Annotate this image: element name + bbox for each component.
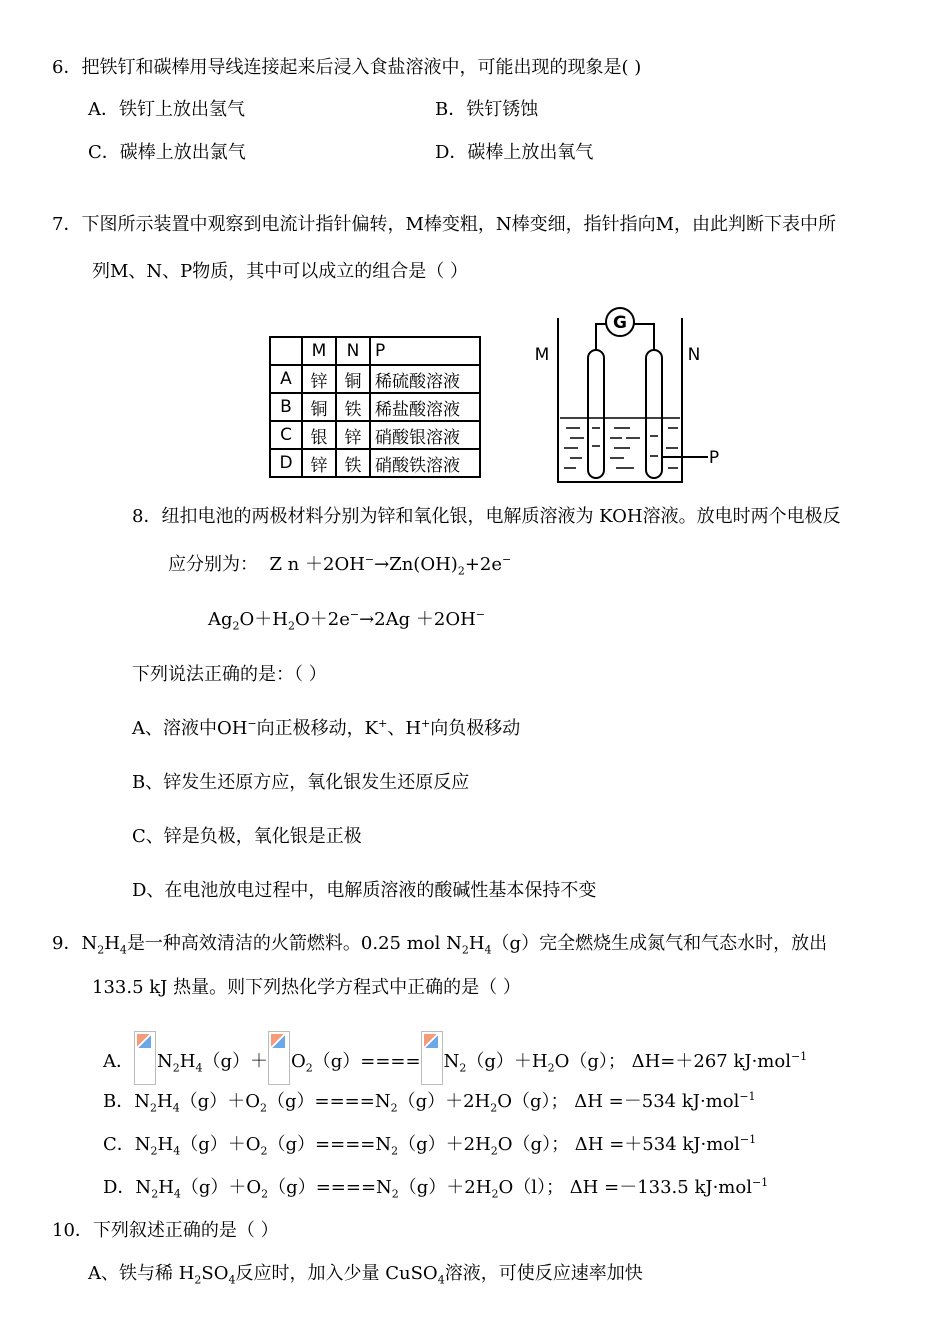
q10-a-part: 溶液，可使反应速率加快 <box>444 1263 643 1284</box>
q9-c-part: C．N <box>103 1134 151 1155</box>
electrode-m-label: M <box>534 345 550 365</box>
q6-option-c: C．碳棒上放出氯气 <box>88 142 246 163</box>
electrode-n-label: N <box>687 345 701 365</box>
table-cell: D <box>270 449 302 477</box>
table-row <box>270 393 480 421</box>
q10-a-part: SO <box>201 1263 229 1284</box>
q9-b-part: （g）＋2H <box>397 1091 491 1112</box>
q9-b-part: O（g）； ΔH =－534 kJ·mol <box>497 1091 740 1112</box>
table-cell: M <box>302 337 336 365</box>
table-cell: 锌 <box>302 449 336 477</box>
galvanic-cell-diagram <box>530 300 730 490</box>
q9-a-part: （g）＋ <box>202 1051 268 1072</box>
table-cell: 铜 <box>302 393 336 421</box>
q8-eq2-part: O＋2e <box>295 609 350 630</box>
table-cell: 硝酸银溶液 <box>370 421 480 449</box>
q9-option-c: C．$N_2H_4(g)+O_2(g)====N_2(g)+2H_2O(g)$； ΔH =＋534 kJ·mol$^{-1}$ <box>103 1133 757 1158</box>
table-cell: 锌 <box>336 421 370 449</box>
q8-a-part: 向负极移动 <box>430 718 521 739</box>
solution-p-label: P <box>708 448 720 468</box>
q9-b-part: （g）====N <box>266 1091 391 1112</box>
table-cell: B <box>270 393 302 421</box>
table-header-row <box>270 337 480 365</box>
q9-stem-part: H <box>468 933 485 954</box>
table-cell: C <box>270 421 302 449</box>
table-row <box>270 449 480 477</box>
q8-prompt: 下列说法正确的是：（ ） <box>132 664 327 685</box>
table-cell: P <box>370 337 480 365</box>
fraction-image-icon <box>134 1031 156 1085</box>
q9-option-b: B．$N_2H_4(g)+O_2(g)====N_2(g)+2H_2O(g)$； ΔH =－534 kJ·mol$^{-1}$ <box>103 1090 756 1115</box>
q9-d-part: （g）＋2H <box>398 1177 492 1198</box>
q9-d-part: O（l）； ΔH =－133.5 kJ·mol <box>498 1177 752 1198</box>
q6-option-d: D．碳棒上放出氧气 <box>435 142 594 163</box>
q6-option-b: B．铁钉锈蚀 <box>435 99 539 120</box>
q9-a-part: （g）＋H <box>466 1051 548 1072</box>
q9-d-part: D．N <box>103 1177 152 1198</box>
table-cell <box>270 337 302 365</box>
table-cell: 银 <box>302 421 336 449</box>
q9-option-a: A． $N_2H_4(g)+$ $O_2(g)====$ $N_2(g)+H_2O(g)$； ΔH=＋267 kJ·mol$^{-1}$ <box>103 1031 807 1085</box>
table-cell: 锌 <box>302 365 336 393</box>
q9-a-part: （g）==== <box>312 1051 421 1072</box>
q9-b-part: H <box>156 1091 173 1112</box>
q8-eq2-part: Ag <box>208 609 233 630</box>
q9-stem-part: 9．N <box>52 933 98 954</box>
table-cell: 稀盐酸溶液 <box>370 393 480 421</box>
q8-option-c: C、锌是负极，氧化银是正极 <box>132 826 362 847</box>
q9-a-part: N <box>443 1051 460 1072</box>
q9-d-sup: −1 <box>751 1176 769 1189</box>
table-cell: 铁 <box>336 393 370 421</box>
q9-a-part: O <box>290 1051 306 1072</box>
q8-option-b: B、锌发生还原方应，氧化银发生还原反应 <box>132 772 470 793</box>
q8-a-part: A、溶液中OH <box>132 718 248 739</box>
table-row <box>270 421 480 449</box>
q9-d-part: （g）＋O <box>180 1177 262 1198</box>
q9-c-part: O（g）； ΔH =＋534 kJ·mol <box>497 1134 740 1155</box>
q10-a-part: 反应时，加入少量 CuSO <box>235 1263 438 1284</box>
q9-a-sup: −1 <box>790 1050 808 1063</box>
table-cell: N <box>336 337 370 365</box>
q6-stem: 6．把铁钉和碳棒用导线连接起来后浸入食盐溶液中，可能出现的现象是( ) <box>52 57 642 78</box>
q9-d-part: H <box>158 1177 174 1198</box>
q9-stem-part: H <box>104 933 120 954</box>
q8-eq1-part: →Zn(OH) <box>374 554 458 575</box>
q9-option-d: D．$N_2H_4(g)+O_2(g)====N_2(g)+2H_2O(l)$； ΔH =－133.5 kJ·mol$^{-1}$ <box>103 1176 769 1201</box>
q9-stem-line2: 133.5 kJ 热量。则下列热化学方程式中正确的是（ ） <box>92 977 521 998</box>
table-cell: 硝酸铁溶液 <box>370 449 480 477</box>
q9-stem-line1: 9．$N_2H_4$是一种高效清洁的火箭燃料。0.25 mol $N_2H_4(g)$完全燃烧生成氮气和气态水时，放出 <box>52 933 828 957</box>
q9-a-part: H <box>179 1051 196 1072</box>
q8-equation-2: $Ag_2O+H_2O+2e^-\to 2Ag +2OH^-$ <box>208 608 485 633</box>
q7-stem-line1: 7．下图所示装置中观察到电流计指针偏转，M棒变粗，N棒变细，指针指向M，由此判断下表中所 <box>52 214 837 235</box>
q9-c-part: （g）＋2H <box>398 1134 491 1155</box>
q8-equation-1: 应分别为： Z $n +2OH^-\to Zn(OH)_2+2e^-$ <box>168 553 512 578</box>
q9-d-part: （g）====N <box>268 1177 392 1198</box>
q8-eq1-part: Z n ＋2OH <box>269 554 365 575</box>
q6-option-a: A．铁钉上放出氢气 <box>88 99 245 120</box>
q8-option-a: A、溶液中OH−向正极移动，K+、H+向负极移动 <box>132 717 521 739</box>
q9-c-sup: −1 <box>739 1133 757 1146</box>
q9-c-part: （g）＋O <box>180 1134 261 1155</box>
q7-mnp-table <box>269 336 481 478</box>
q10-a-part: A、铁与稀 H <box>88 1263 195 1284</box>
q9-b-part: B．N <box>103 1091 150 1112</box>
q10-option-a: A、铁与稀 $H_2SO_4$反应时，加入少量 CuSO$_4$溶液，可使反应速率加快 <box>88 1263 643 1287</box>
q9-a-part: A． <box>103 1051 134 1072</box>
q8-eq1-prefix: 应分别为： <box>168 554 258 575</box>
table-cell: 铁 <box>336 449 370 477</box>
q8-eq1-part: +2e <box>464 554 502 575</box>
q9-b-sup: −1 <box>739 1090 756 1103</box>
q9-c-part: H <box>157 1134 174 1155</box>
q8-stem-line1: 8．纽扣电池的两极材料分别为锌和氧化银，电解质溶液为 KOH溶液。放电时两个电极反 <box>132 506 841 527</box>
q8-option-d: D、在电池放电过程中，电解质溶液的酸碱性基本保持不变 <box>132 880 597 901</box>
q8-a-part: 向正极移动，K <box>256 718 379 739</box>
table-row <box>270 365 480 393</box>
q9-stem-part: （g）完全燃烧生成氮气和气态水时，放出 <box>491 933 828 954</box>
table-cell: A <box>270 365 302 393</box>
q7-stem-line2: 列M、N、P物质，其中可以成立的组合是（ ） <box>92 261 469 282</box>
q9-b-part: （g）＋O <box>179 1091 260 1112</box>
q8-eq2-part: →2Ag ＋2OH <box>359 609 476 630</box>
q10-stem: 10．下列叙述正确的是（ ） <box>52 1220 279 1241</box>
q8-a-part: 、H <box>387 718 422 739</box>
q8-eq2-part: O＋H <box>239 609 288 630</box>
galvanometer-label: G <box>613 313 627 333</box>
fraction-image-icon <box>421 1031 443 1085</box>
table-cell: 铜 <box>336 365 370 393</box>
q9-c-part: （g）====N <box>267 1134 392 1155</box>
fraction-image-icon <box>268 1031 290 1085</box>
q9-a-part: N <box>157 1051 173 1072</box>
q9-stem-part: 是一种高效清洁的火箭燃料。0.25 mol N <box>126 933 462 954</box>
q9-a-part: O（g）； ΔH=＋267 kJ·mol <box>554 1051 791 1072</box>
table-cell: 稀硫酸溶液 <box>370 365 480 393</box>
